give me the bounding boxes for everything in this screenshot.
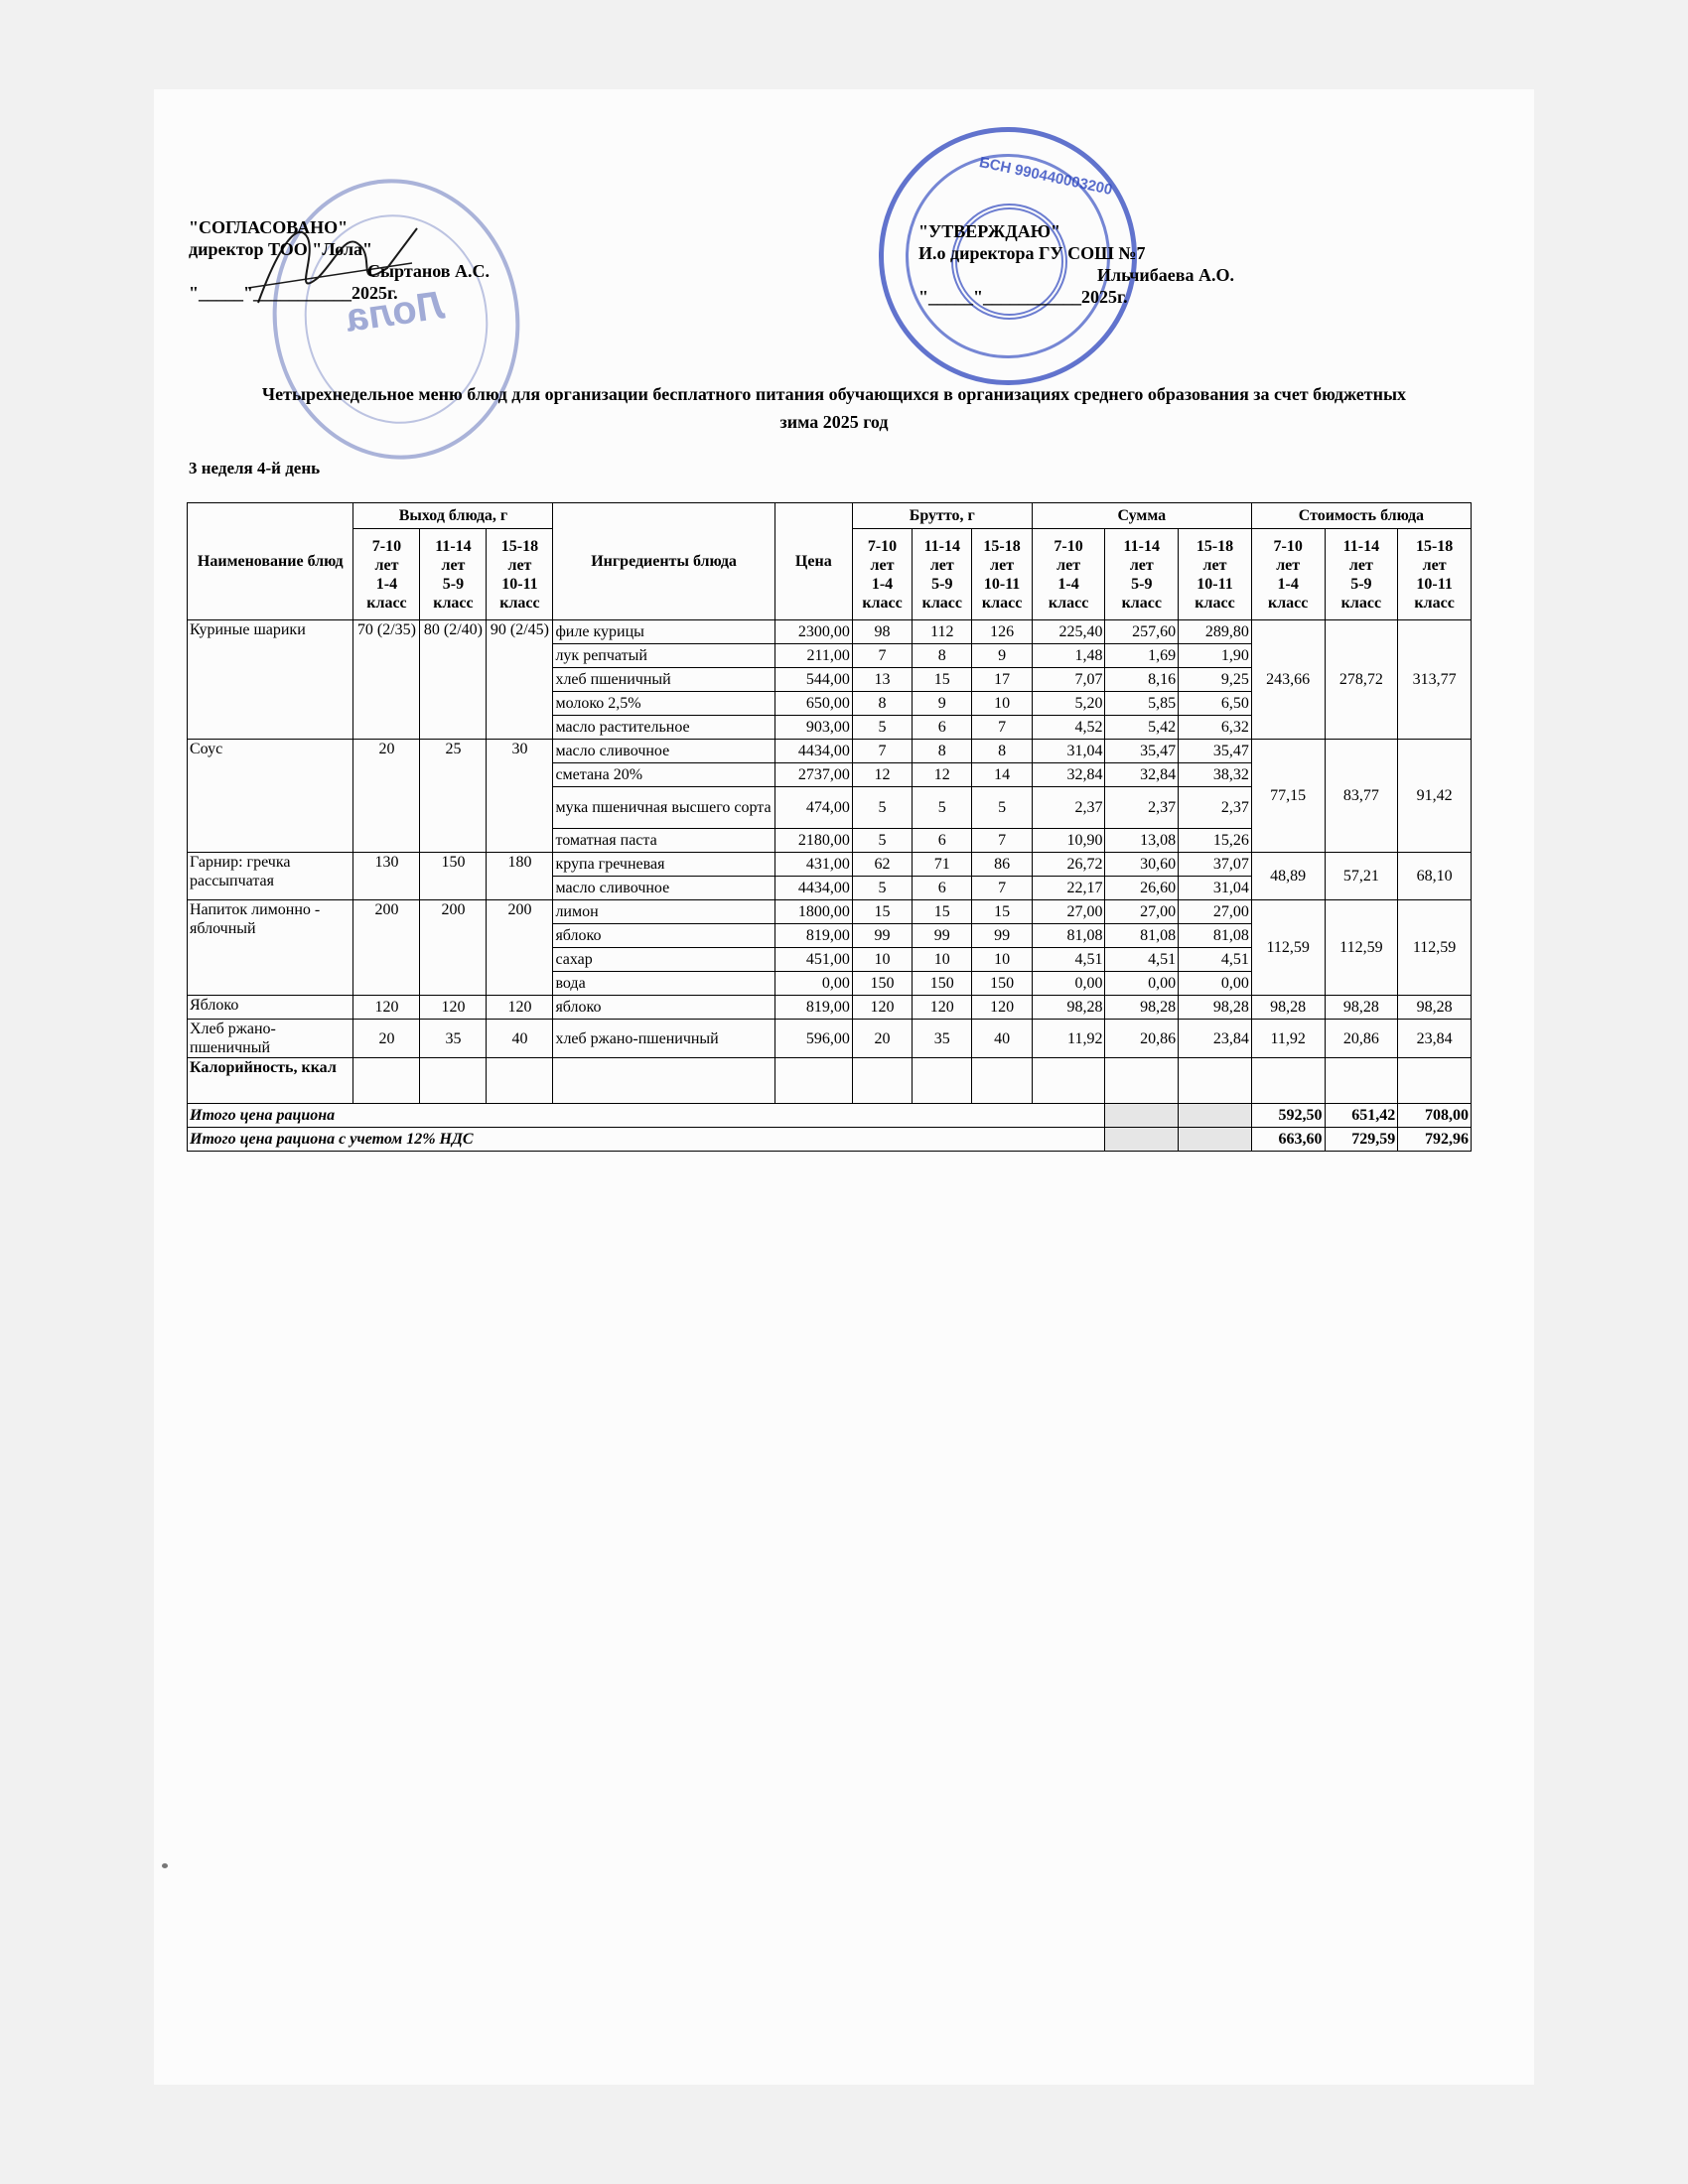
approved-title: "УТВЕРЖДАЮ" (918, 221, 1061, 241)
ingredient-gross: 8 (852, 692, 912, 716)
ingredient-gross: 6 (913, 829, 972, 853)
ingredient-row (188, 853, 1472, 877)
ingredient-gross: 5 (972, 787, 1032, 829)
ingredient-row (188, 900, 1472, 924)
ingredient-gross: 9 (913, 692, 972, 716)
ingredient-sum: 81,08 (1032, 924, 1105, 948)
header-ingredients: Ингредиенты блюда (553, 503, 774, 620)
dish-cost: 83,77 (1325, 740, 1398, 853)
ingredient-gross: 150 (913, 972, 972, 996)
dish-yield: 150 (420, 853, 487, 900)
ingredient-gross: 112 (913, 620, 972, 644)
ingredient-name: мука пшеничная высшего сорта (553, 787, 774, 829)
ingredient-name: вода (553, 972, 774, 996)
ingredient-gross: 15 (852, 900, 912, 924)
ingredient-gross: 7 (852, 740, 912, 763)
ingredient-sum: 6,32 (1179, 716, 1252, 740)
header-gross: Брутто, г (852, 503, 1032, 529)
dish-yield: 80 (2/40) (420, 620, 487, 740)
dish-cost: 68,10 (1398, 853, 1472, 900)
ingredient-sum: 0,00 (1179, 972, 1252, 996)
ingredient-gross: 12 (913, 763, 972, 787)
header-sum: Сумма (1032, 503, 1251, 529)
total-label: Итого цена рациона с учетом 12% НДС (188, 1128, 1105, 1152)
ingredient-sum: 27,00 (1105, 900, 1179, 924)
ingredient-gross: 14 (972, 763, 1032, 787)
ingredient-sum: 225,40 (1032, 620, 1105, 644)
total-value: 663,60 (1251, 1128, 1325, 1152)
ingredient-sum: 27,00 (1179, 900, 1252, 924)
ingredient-gross: 15 (972, 900, 1032, 924)
ingredient-sum: 6,50 (1179, 692, 1252, 716)
header-age-group: 7-10 лет 1-4 класс (1032, 529, 1105, 620)
ingredient-price: 544,00 (774, 668, 852, 692)
total-row (188, 1104, 1472, 1128)
ingredient-sum: 289,80 (1179, 620, 1252, 644)
ingredient-gross: 10 (852, 948, 912, 972)
ingredient-gross: 7 (972, 877, 1032, 900)
ingredient-gross: 98 (852, 620, 912, 644)
dish-yield: 70 (2/35) (353, 620, 420, 740)
ingredient-sum: 35,47 (1179, 740, 1252, 763)
ingredient-price: 650,00 (774, 692, 852, 716)
total-label: Итого цена рациона (188, 1104, 1105, 1128)
dish-yield: 25 (420, 740, 487, 853)
menu-table-header (188, 503, 1472, 620)
ingredient-gross: 120 (852, 996, 912, 1020)
ingredient-sum: 35,47 (1105, 740, 1179, 763)
header-yield: Выход блюда, г (353, 503, 553, 529)
dish-cost: 112,59 (1325, 900, 1398, 996)
ingredient-gross: 8 (913, 644, 972, 668)
ink-mark (162, 1863, 168, 1868)
ingredient-price: 1800,00 (774, 900, 852, 924)
calories-label: Калорийность, ккал (188, 1058, 353, 1104)
dish-name: Куриные шарики (188, 620, 353, 740)
ingredient-sum: 20,86 (1105, 1020, 1179, 1058)
header-age-group: 15-18 лет 10-11 класс (972, 529, 1032, 620)
header-age-group: 15-18 лет 10-11 класс (1398, 529, 1472, 620)
ingredient-name: масло сливочное (553, 740, 774, 763)
ingredient-gross: 10 (972, 692, 1032, 716)
ingredient-gross: 8 (972, 740, 1032, 763)
ingredient-sum: 31,04 (1179, 877, 1252, 900)
ingredient-sum: 7,07 (1032, 668, 1105, 692)
ingredient-price: 2300,00 (774, 620, 852, 644)
dish-cost: 91,42 (1398, 740, 1472, 853)
ingredient-price: 211,00 (774, 644, 852, 668)
ingredient-sum: 0,00 (1032, 972, 1105, 996)
ingredient-gross: 6 (913, 877, 972, 900)
dish-yield: 120 (420, 996, 487, 1020)
dish-cost: 77,15 (1251, 740, 1325, 853)
ingredient-gross: 126 (972, 620, 1032, 644)
ingredient-price: 596,00 (774, 1020, 852, 1058)
dish-yield: 20 (353, 740, 420, 853)
ingredient-price: 2180,00 (774, 829, 852, 853)
ingredient-name: сметана 20% (553, 763, 774, 787)
ingredient-sum: 1,90 (1179, 644, 1252, 668)
dish-yield: 40 (487, 1020, 553, 1058)
agreed-title: "СОГЛАСОВАНО" (189, 217, 349, 237)
dish-name: Соус (188, 740, 353, 853)
ingredient-gross: 99 (852, 924, 912, 948)
header-dish-cost: Стоимость блюда (1251, 503, 1471, 529)
ingredient-name: яблоко (553, 996, 774, 1020)
ingredient-name: крупа гречневая (553, 853, 774, 877)
approved-date: "_____"___________2025г. (918, 287, 1128, 307)
ingredient-gross: 15 (913, 900, 972, 924)
ingredient-gross: 9 (972, 644, 1032, 668)
ingredient-sum: 1,48 (1032, 644, 1105, 668)
ingredient-sum: 5,42 (1105, 716, 1179, 740)
ingredient-price: 0,00 (774, 972, 852, 996)
dish-cost: 11,92 (1251, 1020, 1325, 1058)
ingredient-sum: 98,28 (1105, 996, 1179, 1020)
ingredient-gross: 120 (972, 996, 1032, 1020)
approved-signatory: Ильчибаева А.О. (1097, 265, 1234, 285)
ingredient-gross: 12 (852, 763, 912, 787)
header-age-group: 11-14 лет 5-9 класс (1325, 529, 1398, 620)
header-price: Цена (774, 503, 852, 620)
total-value: 708,00 (1398, 1104, 1472, 1128)
ingredient-price: 474,00 (774, 787, 852, 829)
dish-yield: 200 (353, 900, 420, 996)
ingredient-price: 4434,00 (774, 740, 852, 763)
dish-name: Напиток лимонно - яблочный (188, 900, 353, 996)
ingredient-sum: 81,08 (1105, 924, 1179, 948)
ingredient-gross: 40 (972, 1020, 1032, 1058)
dish-cost: 57,21 (1325, 853, 1398, 900)
ingredient-sum: 81,08 (1179, 924, 1252, 948)
total-row (188, 1128, 1472, 1152)
menu-table-body (188, 620, 1472, 1152)
ingredient-gross: 13 (852, 668, 912, 692)
header-age-group: 11-14 лет 5-9 класс (1105, 529, 1179, 620)
ingredient-sum: 30,60 (1105, 853, 1179, 877)
ingredient-gross: 35 (913, 1020, 972, 1058)
ingredient-sum: 32,84 (1032, 763, 1105, 787)
calories-row (188, 1058, 1472, 1104)
ingredient-sum: 4,52 (1032, 716, 1105, 740)
document-title-line2: зима 2025 год (779, 412, 889, 432)
agreed-signatory: Сыртанов А.С. (367, 261, 491, 281)
ingredient-row (188, 620, 1472, 644)
dish-yield: 180 (487, 853, 553, 900)
ingredient-gross: 120 (913, 996, 972, 1020)
ingredient-sum: 5,85 (1105, 692, 1179, 716)
ingredient-sum: 1,69 (1105, 644, 1179, 668)
ingredient-sum: 98,28 (1032, 996, 1105, 1020)
dish-cost: 112,59 (1398, 900, 1472, 996)
ingredient-gross: 5 (852, 829, 912, 853)
ingredient-name: филе курицы (553, 620, 774, 644)
header-age-group: 7-10 лет 1-4 класс (852, 529, 912, 620)
ingredient-name: молоко 2,5% (553, 692, 774, 716)
dish-yield: 35 (420, 1020, 487, 1058)
ingredient-gross: 7 (972, 829, 1032, 853)
dish-yield: 90 (2/45) (487, 620, 553, 740)
ingredient-sum: 38,32 (1179, 763, 1252, 787)
ingredient-gross: 6 (913, 716, 972, 740)
ingredient-sum: 257,60 (1105, 620, 1179, 644)
dish-cost: 243,66 (1251, 620, 1325, 740)
total-value: 792,96 (1398, 1128, 1472, 1152)
ingredient-sum: 23,84 (1179, 1020, 1252, 1058)
ingredient-gross: 10 (913, 948, 972, 972)
ingredient-gross: 20 (852, 1020, 912, 1058)
ingredient-gross: 5 (852, 716, 912, 740)
dish-cost: 112,59 (1251, 900, 1325, 996)
ingredient-sum: 8,16 (1105, 668, 1179, 692)
ingredient-gross: 150 (852, 972, 912, 996)
ingredient-sum: 0,00 (1105, 972, 1179, 996)
header-age-group: 15-18 лет 10-11 класс (487, 529, 553, 620)
ingredient-sum: 32,84 (1105, 763, 1179, 787)
dish-yield: 120 (487, 996, 553, 1020)
ingredient-sum: 26,72 (1032, 853, 1105, 877)
ingredient-gross: 7 (852, 644, 912, 668)
dish-cost: 20,86 (1325, 1020, 1398, 1058)
dish-name: Яблоко (188, 996, 353, 1020)
agreed-block (189, 216, 490, 304)
ingredient-name: лимон (553, 900, 774, 924)
ingredient-gross: 8 (913, 740, 972, 763)
ingredient-price: 431,00 (774, 853, 852, 877)
dish-cost: 48,89 (1251, 853, 1325, 900)
ingredient-name: хлеб пшеничный (553, 668, 774, 692)
agreed-position: директор ТОО "Лола" (189, 239, 373, 259)
ingredient-gross: 99 (913, 924, 972, 948)
header-age-group: 11-14 лет 5-9 класс (913, 529, 972, 620)
dish-yield: 130 (353, 853, 420, 900)
ingredient-name: томатная паста (553, 829, 774, 853)
ingredient-price: 819,00 (774, 924, 852, 948)
ingredient-gross: 62 (852, 853, 912, 877)
document-title (179, 380, 1489, 436)
ingredient-name: хлеб ржано-пшеничный (553, 1020, 774, 1058)
approved-block (918, 220, 1234, 308)
header-dish-name: Наименование блюд (188, 503, 353, 620)
ingredient-gross: 86 (972, 853, 1032, 877)
ingredient-sum: 98,28 (1179, 996, 1252, 1020)
ingredient-sum: 9,25 (1179, 668, 1252, 692)
ingredient-gross: 5 (913, 787, 972, 829)
ingredient-gross: 17 (972, 668, 1032, 692)
header-age-group: 11-14 лет 5-9 класс (420, 529, 487, 620)
document-title-line1: Четырехнедельное меню блюд для организации бесплатного питания обучающихся в организациях среднего образования за счет бюджетных (261, 384, 1407, 404)
dish-yield: 30 (487, 740, 553, 853)
dish-yield: 200 (420, 900, 487, 996)
ingredient-sum: 22,17 (1032, 877, 1105, 900)
approved-position: И.о директора ГУ СОШ №7 (918, 243, 1146, 263)
ingredient-gross: 10 (972, 948, 1032, 972)
dish-cost: 278,72 (1325, 620, 1398, 740)
agreed-date: "_____"___________2025г. (189, 283, 398, 303)
ingredient-name: яблоко (553, 924, 774, 948)
school-official-seal: БСН 990440003200 (879, 127, 1137, 385)
ingredient-row (188, 996, 1472, 1020)
ingredient-name: масло растительное (553, 716, 774, 740)
ingredient-gross: 7 (972, 716, 1032, 740)
ingredient-sum: 27,00 (1032, 900, 1105, 924)
dish-yield: 120 (353, 996, 420, 1020)
ingredient-name: масло сливочное (553, 877, 774, 900)
total-value: 729,59 (1325, 1128, 1398, 1152)
ingredient-sum: 2,37 (1179, 787, 1252, 829)
total-value: 592,50 (1251, 1104, 1325, 1128)
dish-yield: 20 (353, 1020, 420, 1058)
ingredient-sum: 37,07 (1179, 853, 1252, 877)
ingredient-row (188, 740, 1472, 763)
ingredient-gross: 99 (972, 924, 1032, 948)
week-day-label: 3 неделя 4-й день (189, 459, 321, 478)
ingredient-gross: 5 (852, 787, 912, 829)
ingredient-price: 903,00 (774, 716, 852, 740)
dish-yield: 200 (487, 900, 553, 996)
ingredient-gross: 15 (913, 668, 972, 692)
header-age-group: 7-10 лет 1-4 класс (353, 529, 420, 620)
ingredient-gross: 5 (852, 877, 912, 900)
menu-table (187, 502, 1472, 1152)
dish-name: Хлеб ржано-пшеничный (188, 1020, 353, 1058)
ingredient-sum: 31,04 (1032, 740, 1105, 763)
total-value: 651,42 (1325, 1104, 1398, 1128)
ingredient-gross: 71 (913, 853, 972, 877)
dish-cost: 98,28 (1251, 996, 1325, 1020)
lola-company-stamp: Лола (255, 163, 538, 476)
dish-cost: 23,84 (1398, 1020, 1472, 1058)
header-age-group: 7-10 лет 1-4 класс (1251, 529, 1325, 620)
ingredient-sum: 13,08 (1105, 829, 1179, 853)
dish-cost: 98,28 (1398, 996, 1472, 1020)
ingredient-price: 819,00 (774, 996, 852, 1020)
ingredient-sum: 4,51 (1105, 948, 1179, 972)
ingredient-row (188, 1020, 1472, 1058)
ingredient-sum: 2,37 (1105, 787, 1179, 829)
ingredient-sum: 4,51 (1032, 948, 1105, 972)
ingredient-sum: 26,60 (1105, 877, 1179, 900)
ingredient-name: лук репчатый (553, 644, 774, 668)
ingredient-sum: 15,26 (1179, 829, 1252, 853)
ingredient-sum: 11,92 (1032, 1020, 1105, 1058)
ingredient-sum: 4,51 (1179, 948, 1252, 972)
ingredient-gross: 150 (972, 972, 1032, 996)
header-age-group: 15-18 лет 10-11 класс (1179, 529, 1252, 620)
ingredient-price: 4434,00 (774, 877, 852, 900)
dish-cost: 98,28 (1325, 996, 1398, 1020)
ingredient-sum: 10,90 (1032, 829, 1105, 853)
dish-name: Гарнир: гречка рассыпчатая (188, 853, 353, 900)
ingredient-name: сахар (553, 948, 774, 972)
ingredient-price: 2737,00 (774, 763, 852, 787)
ingredient-sum: 5,20 (1032, 692, 1105, 716)
ingredient-price: 451,00 (774, 948, 852, 972)
dish-cost: 313,77 (1398, 620, 1472, 740)
ingredient-sum: 2,37 (1032, 787, 1105, 829)
